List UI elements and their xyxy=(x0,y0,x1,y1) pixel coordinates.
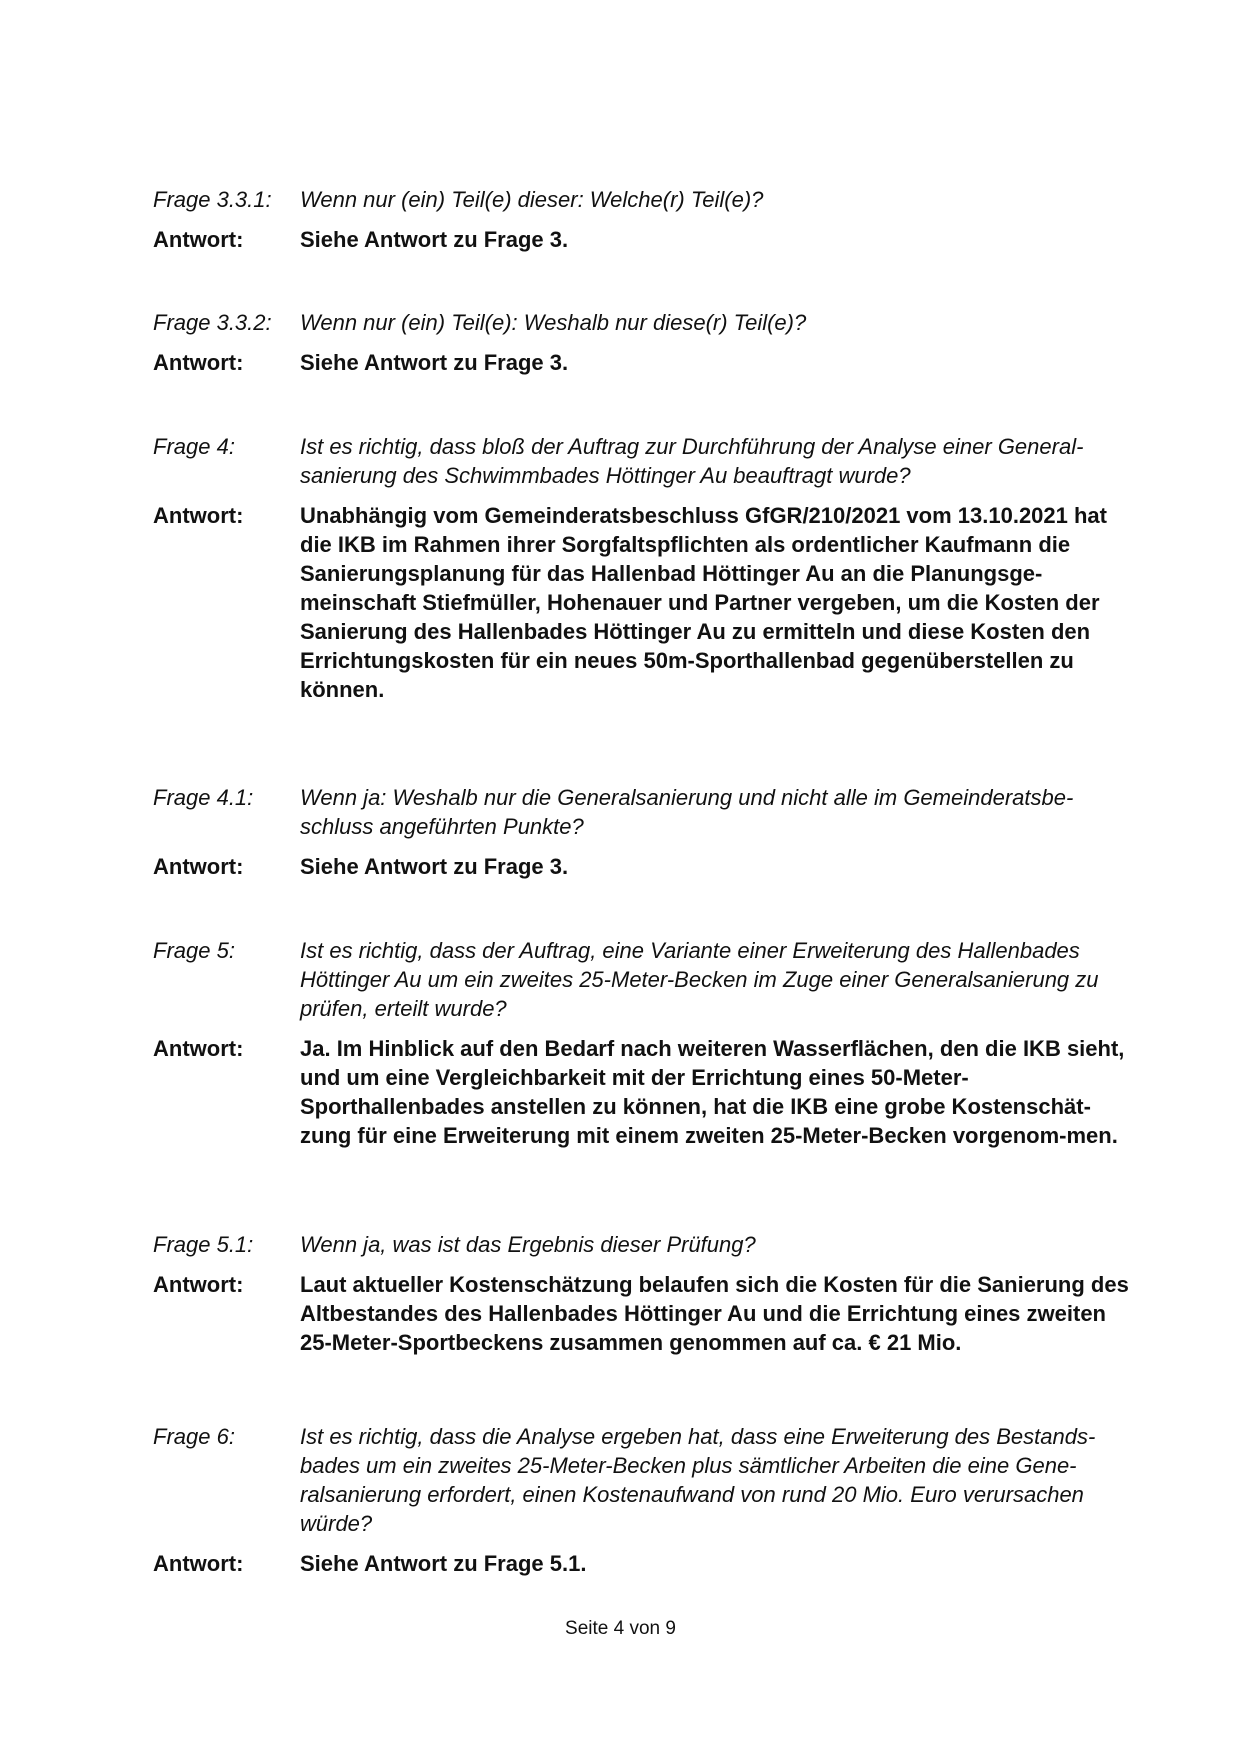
question-text: Ist es richtig, dass der Auftrag, eine Variante einer Erweiterung des Hallenbades Höttinger Au um ein zweites 25-Meter-Becken im Zuge einer Generalsanierung zu prüfen, erteilt wurde? xyxy=(300,938,1099,1021)
question-text: Ist es richtig, dass bloß der Auftrag zur Durchführung der Analyse einer General-sanierung des Schwimmbades Höttinger Au beauftragt wurde? xyxy=(300,434,1084,488)
question-label: Frage 3.3.1: xyxy=(153,187,272,212)
qa-block-5 xyxy=(153,936,1133,1150)
question-label: Frage 3.3.2: xyxy=(153,310,272,335)
question-row xyxy=(153,432,1133,490)
question-text: Ist es richtig, dass die Analyse ergeben hat, dass eine Erweiterung des Bestands-bades um ein zweites 25-Meter-Becken plus sämtlicher Arbeiten die eine Gene-ralsanierung erfordert, einen Kostenaufwand von rund 20 Mio. Euro verursachen würde? xyxy=(300,1424,1096,1536)
question-row xyxy=(153,1422,1133,1538)
answer-text: Siehe Antwort zu Frage 5.1. xyxy=(300,1551,587,1576)
qa-block-3-3-2 xyxy=(153,308,1133,377)
answer-text: Siehe Antwort zu Frage 3. xyxy=(300,350,569,375)
answer-row xyxy=(153,852,1133,881)
answer-text: Ja. Im Hinblick auf den Bedarf nach weiteren Wasserflächen, den die IKB sieht, und um eine Vergleichbarkeit mit der Errichtung eines 50-Meter-Sporthallenbades anstellen zu können, hat die IKB eine grobe Kostenschät-zung für eine Erweiterung mit einem zweiten 25-Meter-Becken vorgenom-men. xyxy=(300,1036,1125,1148)
answer-row xyxy=(153,225,1133,254)
answer-row xyxy=(153,1034,1133,1150)
qa-block-4 xyxy=(153,432,1133,704)
question-label: Frage 6: xyxy=(153,1424,235,1449)
answer-row xyxy=(153,348,1133,377)
question-text: Wenn nur (ein) Teil(e) dieser: Welche(r) Teil(e)? xyxy=(300,187,764,212)
question-text: Wenn nur (ein) Teil(e): Weshalb nur diese(r) Teil(e)? xyxy=(300,310,807,335)
answer-label: Antwort: xyxy=(153,350,244,375)
answer-row xyxy=(153,1549,1133,1578)
question-row xyxy=(153,185,1133,214)
answer-text: Siehe Antwort zu Frage 3. xyxy=(300,854,569,879)
answer-text: Unabhängig vom Gemeinderatsbeschluss GfGR/210/2021 vom 13.10.2021 hat die IKB im Rahmen ihrer Sorgfaltspflichten als ordentlicher Kaufmann die Sanierungsplanung für das Hallenbad Höttinger Au an die Planungsge-meinschaft Stiefmüller, Hohenauer und Partner vergeben, um die Kosten der Sanierung des Hallenbades Höttinger Au zu ermitteln und diese Kosten den Errichtungskosten für ein neues 50m-Sporthallenbad gegenüberstellen zu können. xyxy=(300,503,1107,702)
answer-text: Siehe Antwort zu Frage 3. xyxy=(300,227,569,252)
answer-label: Antwort: xyxy=(153,503,244,528)
question-text: Wenn ja, was ist das Ergebnis dieser Prüfung? xyxy=(300,1232,756,1257)
qa-block-6 xyxy=(153,1422,1133,1578)
answer-label: Antwort: xyxy=(153,1036,244,1061)
qa-block-5-1 xyxy=(153,1230,1133,1357)
question-row xyxy=(153,1230,1133,1259)
qa-block-3-3-1 xyxy=(153,185,1133,254)
answer-row xyxy=(153,501,1133,704)
question-label: Frage 5: xyxy=(153,938,235,963)
answer-row xyxy=(153,1270,1133,1357)
question-row xyxy=(153,308,1133,337)
answer-label: Antwort: xyxy=(153,1551,244,1576)
answer-label: Antwort: xyxy=(153,854,244,879)
answer-label: Antwort: xyxy=(153,1272,244,1297)
question-text: Wenn ja: Weshalb nur die Generalsanierung und nicht alle im Gemeinderatsbe-schluss angeführten Punkte? xyxy=(300,785,1074,839)
question-label: Frage 5.1: xyxy=(153,1232,254,1257)
answer-label: Antwort: xyxy=(153,227,244,252)
question-label: Frage 4: xyxy=(153,434,235,459)
page-number: Seite 4 von 9 xyxy=(565,1618,676,1639)
question-row xyxy=(153,783,1133,841)
question-label: Frage 4.1: xyxy=(153,785,254,810)
question-row xyxy=(153,936,1133,1023)
qa-block-4-1 xyxy=(153,783,1133,881)
answer-text: Laut aktueller Kostenschätzung belaufen sich die Kosten für die Sanierung des Altbestandes des Hallenbades Höttinger Au und die Errichtung eines zweiten 25-Meter-Sportbeckens zusammen genommen auf ca. € 21 Mio. xyxy=(300,1272,1129,1355)
